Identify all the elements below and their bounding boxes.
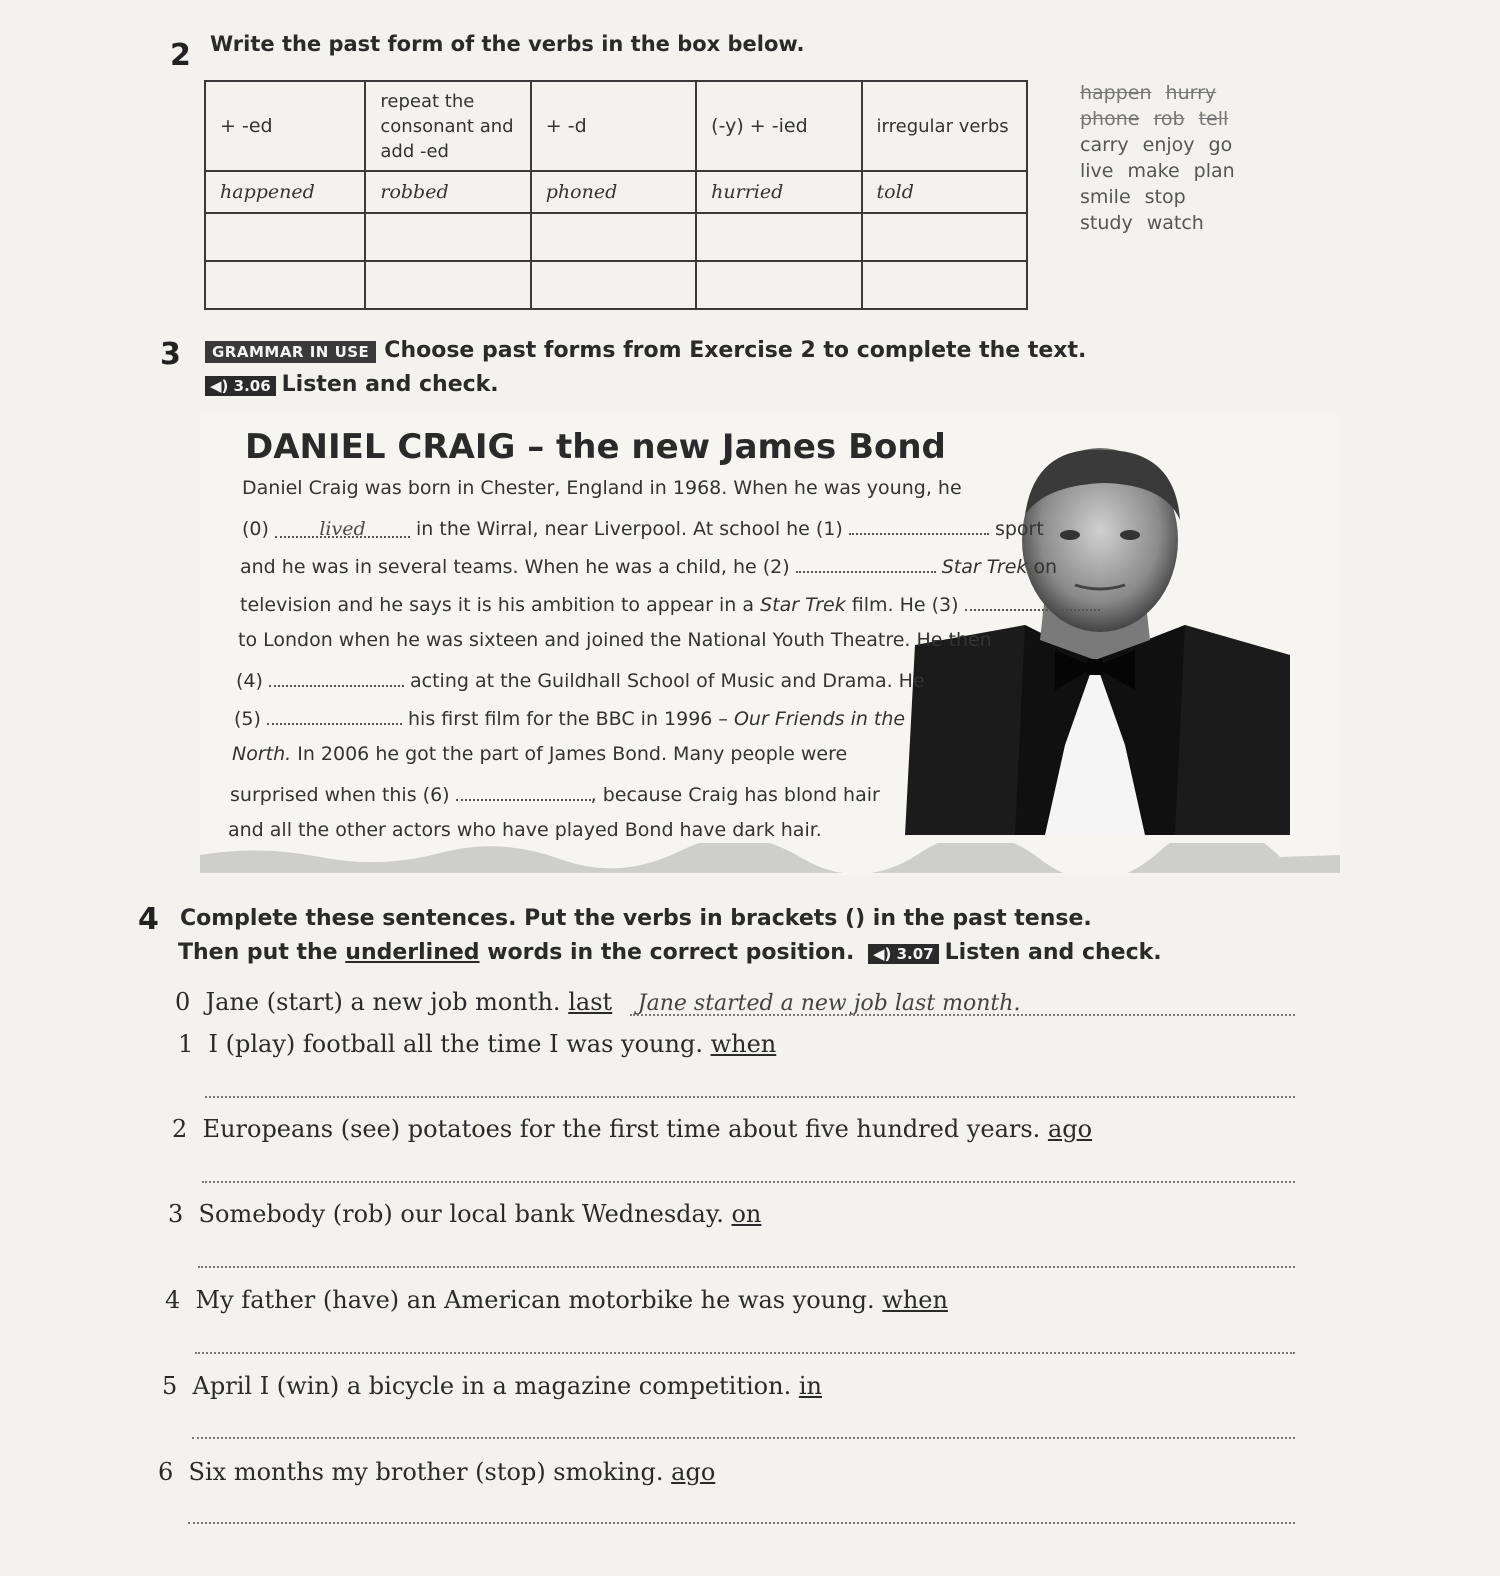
line-2-end: sport — [994, 518, 1044, 540]
daniel-craig-article — [200, 415, 1340, 875]
item-text: My father (have) an American motorbike he was young. — [195, 1286, 875, 1314]
audio-track-badge[interactable] — [205, 376, 276, 396]
header-d: + -d — [531, 81, 696, 171]
exercise-3-listen-line — [205, 372, 499, 397]
example-happened: happened — [205, 171, 365, 213]
listen-and-check: Listen and check. — [944, 940, 1162, 965]
sentence-item-1 — [178, 1030, 776, 1058]
verb-word: tell — [1198, 108, 1229, 130]
instruction-2-start: Then put the — [178, 940, 338, 965]
item-number: 3 — [168, 1200, 184, 1228]
gap-5[interactable] — [267, 705, 402, 725]
example-robbed: robbed — [365, 171, 530, 213]
line-7-title: Our Friends in the — [733, 708, 906, 730]
answer-cell[interactable] — [205, 213, 365, 261]
answer-cell[interactable] — [862, 213, 1027, 261]
gap-2[interactable] — [796, 553, 936, 573]
item-text: Six months my brother (stop) smoking. — [188, 1458, 664, 1486]
exercise-3-instruction-line — [205, 338, 1086, 363]
exercise-4-instruction-2 — [178, 940, 1162, 965]
verb-word: rob — [1153, 108, 1185, 130]
line-3-title: Star Trek — [941, 556, 1028, 578]
answer-line-2[interactable] — [202, 1181, 1295, 1183]
article-line-4 — [240, 591, 1100, 616]
line-4-end: film. He (3) — [851, 594, 959, 616]
line-8-text: In 2006 he got the part of James Bond. Many people were — [297, 743, 848, 765]
sentence-item-6 — [158, 1458, 715, 1486]
verb-word: plan — [1193, 160, 1235, 182]
item-underlined-word: when — [882, 1286, 948, 1314]
exercise-2-number: 2 — [170, 38, 191, 73]
answer-cell[interactable] — [365, 213, 530, 261]
article-line-8 — [232, 743, 847, 765]
item-underlined-word: on — [731, 1200, 762, 1228]
answer-cell[interactable] — [531, 261, 696, 309]
answer-cell[interactable] — [696, 213, 861, 261]
verb-word: smile — [1080, 186, 1131, 208]
answer-line-0[interactable] — [630, 1014, 1295, 1016]
header-repeat-consonant: repeat the consonant and add -ed — [365, 81, 530, 171]
item-text: Europeans (see) potatoes for the first time about five hundred years. — [202, 1115, 1041, 1143]
verb-word: hurry — [1165, 82, 1217, 104]
table-row — [205, 213, 1027, 261]
line-3-text: and he was in several teams. When he was a child, he (2) — [240, 556, 790, 578]
verb-word: go — [1208, 134, 1233, 156]
exercise-2-instruction: Write the past form of the verbs in the box below. — [210, 32, 805, 56]
answer-cell[interactable] — [365, 261, 530, 309]
item-number: 4 — [165, 1286, 181, 1314]
article-line-2 — [242, 515, 1044, 540]
verb-word: make — [1127, 160, 1180, 182]
gap-5-label: (5) — [234, 708, 261, 730]
sentence-item-5 — [162, 1372, 822, 1400]
verb-word: study — [1080, 212, 1133, 234]
grammar-in-use-badge: GRAMMAR IN USE — [205, 341, 376, 363]
answer-cell[interactable] — [862, 261, 1027, 309]
header-ed: + -ed — [205, 81, 365, 171]
gap-4-label: (4) — [236, 670, 263, 692]
gap-1[interactable] — [849, 515, 989, 535]
exercise-4-instruction-1: Complete these sentences. Put the verbs in brackets () in the past tense. — [180, 906, 1092, 931]
listen-and-check: Listen and check. — [281, 372, 499, 397]
sentence-item-2 — [172, 1115, 1092, 1143]
verb-box — [1080, 80, 1270, 236]
verb-word: stop — [1144, 186, 1186, 208]
answer-cell[interactable] — [696, 261, 861, 309]
header-ied: (-y) + -ied — [696, 81, 861, 171]
article-line-5: to London when he was sixteen and joined the National Youth Theatre. He then — [238, 629, 992, 651]
instruction-2-underlined: underlined — [345, 940, 480, 965]
answer-line-3[interactable] — [198, 1266, 1295, 1268]
answer-line-1[interactable] — [205, 1096, 1295, 1098]
line-9-end: , because Craig has blond hair — [590, 784, 880, 806]
audio-track-number: 3.07 — [896, 945, 934, 963]
item-text: April I (win) a bicycle in a magazine competition. — [192, 1372, 792, 1400]
torn-edge-decoration — [200, 843, 1340, 873]
audio-track-number: 3.06 — [233, 377, 271, 395]
article-line-7 — [234, 705, 905, 730]
line-3-end: on — [1033, 556, 1058, 578]
line-7-text: his first film for the BBC in 1996 – — [408, 708, 728, 730]
sentence-item-4 — [165, 1286, 948, 1314]
sentence-item-0 — [175, 988, 1020, 1016]
header-irregular: irregular verbs — [862, 81, 1027, 171]
sentence-item-3 — [168, 1200, 761, 1228]
gap-4[interactable] — [269, 667, 404, 687]
item-text: Somebody (rob) our local bank Wednesday. — [198, 1200, 724, 1228]
speaker-icon: ◀) — [210, 377, 229, 395]
verb-forms-table — [204, 80, 1028, 310]
article-line-10: and all the other actors who have played Bond have dark hair. — [228, 819, 822, 841]
item-number: 1 — [178, 1030, 194, 1058]
item-text: I (play) football all the time I was young. — [208, 1030, 703, 1058]
item-underlined-word: in — [798, 1372, 822, 1400]
verb-word: happen — [1080, 82, 1152, 104]
item-underlined-word: ago — [671, 1458, 716, 1486]
line-4-text: television and he says it is his ambition to appear in a — [240, 594, 755, 616]
article-line-3 — [240, 553, 1057, 578]
example-phoned: phoned — [531, 171, 696, 213]
line-6-text: acting at the Guildhall School of Music and Drama. He — [410, 670, 925, 692]
article-title: DANIEL CRAIG – the new James Bond — [245, 427, 946, 467]
answer-line-6[interactable] — [188, 1522, 1295, 1524]
exercise-3-instruction: Choose past forms from Exercise 2 to complete the text. — [384, 338, 1087, 363]
gap-0-label: (0) — [242, 518, 269, 540]
item-underlined-word: when — [710, 1030, 777, 1058]
table-header-row — [205, 81, 1027, 171]
gap-6[interactable] — [456, 781, 591, 801]
exercise-3-number: 3 — [160, 337, 181, 372]
verb-word: carry — [1080, 134, 1129, 156]
gap-0-answer — [275, 518, 410, 538]
gap-0-answer-text: lived — [319, 518, 366, 540]
answer-cell[interactable] — [531, 213, 696, 261]
item-text: Jane (start) a new job month. — [205, 988, 561, 1016]
table-row — [205, 261, 1027, 309]
instruction-2-end: words in the correct position. — [487, 940, 855, 965]
answer-line-5[interactable] — [192, 1437, 1295, 1439]
line-8-title-end: North. — [232, 743, 292, 765]
item-number: 2 — [172, 1115, 188, 1143]
line-2-text: in the Wirral, near Liverpool. At school he (1) — [416, 518, 843, 540]
article-line-9 — [230, 781, 880, 806]
audio-track-badge[interactable] — [868, 944, 939, 964]
table-row — [205, 171, 1027, 213]
item-number: 5 — [162, 1372, 178, 1400]
article-line-1: Daniel Craig was born in Chester, England in 1968. When he was young, he — [242, 477, 962, 499]
gap-3[interactable] — [965, 591, 1100, 611]
exercise-4-number: 4 — [138, 902, 159, 937]
example-told: told — [862, 171, 1027, 213]
item-underlined-word: last — [568, 988, 613, 1016]
example-hurried: hurried — [696, 171, 861, 213]
item-number: 0 — [175, 988, 191, 1016]
verb-word: live — [1080, 160, 1114, 182]
answer-line-4[interactable] — [195, 1352, 1295, 1354]
verb-word: enjoy — [1142, 134, 1195, 156]
item-number: 6 — [158, 1458, 174, 1486]
line-9-text: surprised when this (6) — [230, 784, 450, 806]
answer-cell[interactable] — [205, 261, 365, 309]
verb-word: watch — [1146, 212, 1204, 234]
item-underlined-word: ago — [1047, 1115, 1093, 1143]
verb-word: phone — [1080, 108, 1140, 130]
speaker-icon: ◀) — [872, 945, 892, 963]
article-line-6 — [236, 667, 925, 692]
item-answer: Jane started a new job last month. — [637, 991, 1021, 1016]
line-4-title: Star Trek — [760, 594, 846, 616]
